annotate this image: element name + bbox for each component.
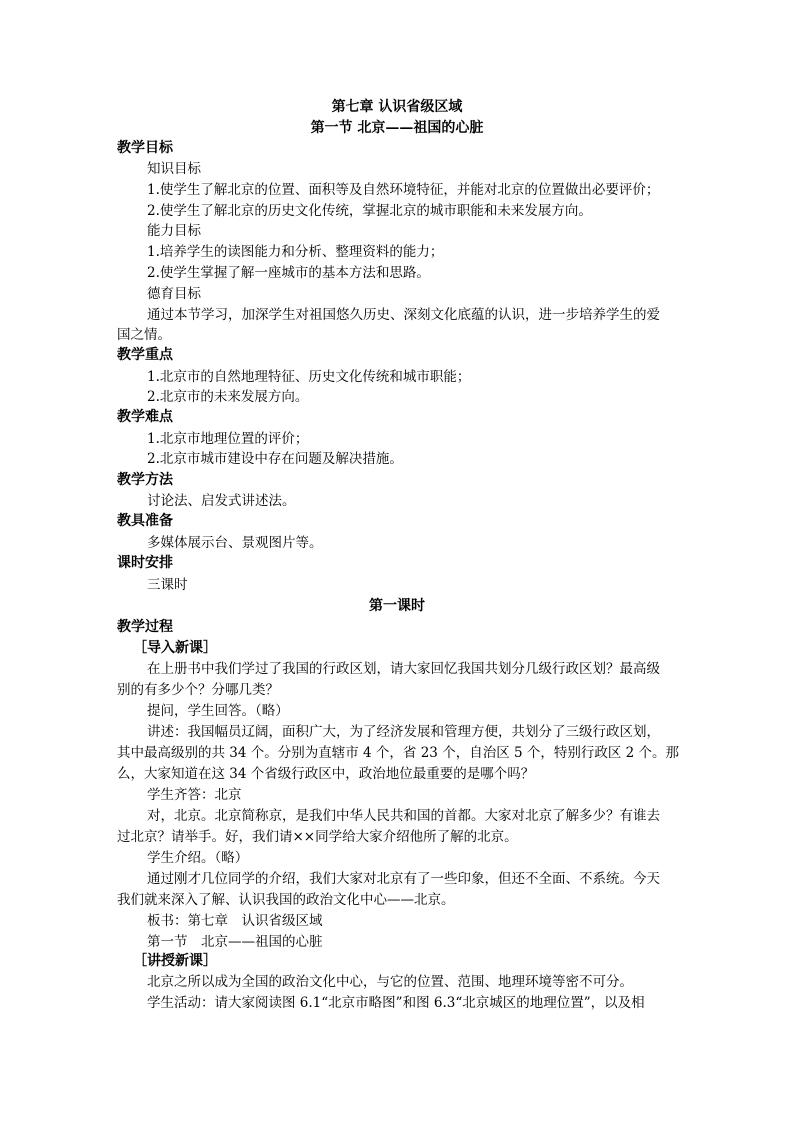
process-p4: 学生齐答：北京 [147, 787, 242, 803]
key-point-2: 2.北京市的未来发展方向。 [147, 389, 309, 405]
process-p1-line-1: 在上册书中我们学过了我国的行政区划，请大家回忆我国共划分几级行政区划？最高级 [147, 661, 660, 677]
intro-label: ［导入新课］ [133, 640, 217, 656]
blackboard-line-1: 板书：第七章 认识省级区域 [147, 913, 323, 929]
difficulties-heading: 教学难点 [117, 409, 173, 425]
key-points-heading: 教学重点 [117, 347, 173, 363]
process-p6: 学生介绍。（略） [147, 850, 249, 866]
knowledge-item-1: 1.使学生了解北京的位置、面积等及自然环境特征，并能对北京的位置做出必要评价； [147, 182, 660, 198]
process-p7-line-2: 我们就来深入了解、认识我国的政治文化中心——北京。 [117, 892, 455, 908]
difficulty-1: 1.北京市地理位置的评价； [147, 431, 309, 447]
moral-text-line-1: 通过本节学习，加深学生对祖国悠久历史、深刻文化底蕴的认识，进一步培养学生的爱 [147, 307, 660, 323]
process-p3-line-3: 么，大家知道在这 34 个省级行政区中，政治地位最重要的是哪个吗？ [117, 766, 535, 782]
blackboard-line-2: 第一节 北京——祖国的心脏 [147, 934, 323, 950]
process-p1-line-2: 别的有多少个？分哪几类？ [117, 682, 279, 698]
knowledge-label: 知识目标 [147, 161, 201, 177]
key-point-1: 1.北京市的自然地理特征、历史文化传统和城市职能； [147, 369, 471, 385]
chapter-title: 第七章 认识省级区域 [331, 99, 463, 115]
moral-label: 德育目标 [147, 286, 201, 302]
methods-text: 讨论法、启发式讲述法。 [147, 493, 296, 509]
process-p5-line-1: 对，北京。北京简称京，是我们中华人民共和国的首都。大家对北京了解多少？有谁去 [147, 808, 660, 824]
process-heading: 教学过程 [117, 619, 173, 635]
tools-heading: 教具准备 [117, 513, 173, 529]
process-p5-line-2: 过北京？请举手。好，我们请××同学给大家介绍他所了解的北京。 [117, 829, 518, 845]
new-lesson-label: ［讲授新课］ [133, 953, 217, 969]
lesson-title: 第一课时 [369, 598, 425, 614]
methods-heading: 教学方法 [117, 472, 173, 488]
process-p11: 学生活动：请大家阅读图 6.1“北京市略图”和图 6.3“北京城区的地理位置”，以及相 [147, 995, 645, 1011]
knowledge-item-2: 2.使学生了解北京的历史文化传统，掌握北京的城市职能和未来发展方向。 [147, 203, 592, 219]
process-p10: 北京之所以成为全国的政治文化中心，与它的位置、范围、地理环境等密不可分。 [147, 974, 633, 990]
ability-item-2: 2.使学生掌握了解一座城市的基本方法和思路。 [147, 265, 430, 281]
schedule-heading: 课时安排 [117, 555, 173, 571]
schedule-text: 三课时 [147, 577, 188, 593]
process-p3-line-2: 其中最高级别的共 34 个。分别为直辖市 4 个，省 23 个，自治区 5 个，特别行政区 2 个。那 [117, 745, 680, 761]
ability-item-1: 1.培养学生的读图能力和分析、整理资料的能力； [147, 244, 444, 260]
section-title: 第一节 北京——祖国的心脏 [310, 120, 484, 136]
moral-text-line-2: 国之情。 [117, 327, 171, 343]
tools-text: 多媒体展示台、景观图片等。 [147, 535, 323, 551]
difficulty-2: 2.北京市城市建设中存在问题及解决措施。 [147, 451, 403, 467]
objectives-heading: 教学目标 [117, 140, 173, 156]
process-p3-line-1: 讲述：我国幅员辽阔，面积广大，为了经济发展和管理方便，共划分了三级行政区划， [147, 724, 660, 740]
process-p7-line-1: 通过刚才几位同学的介绍，我们大家对北京有了一些印象，但还不全面、不系统。今天 [147, 871, 660, 887]
ability-label: 能力目标 [147, 223, 201, 239]
process-p2: 提问，学生回答。（略） [147, 703, 289, 719]
